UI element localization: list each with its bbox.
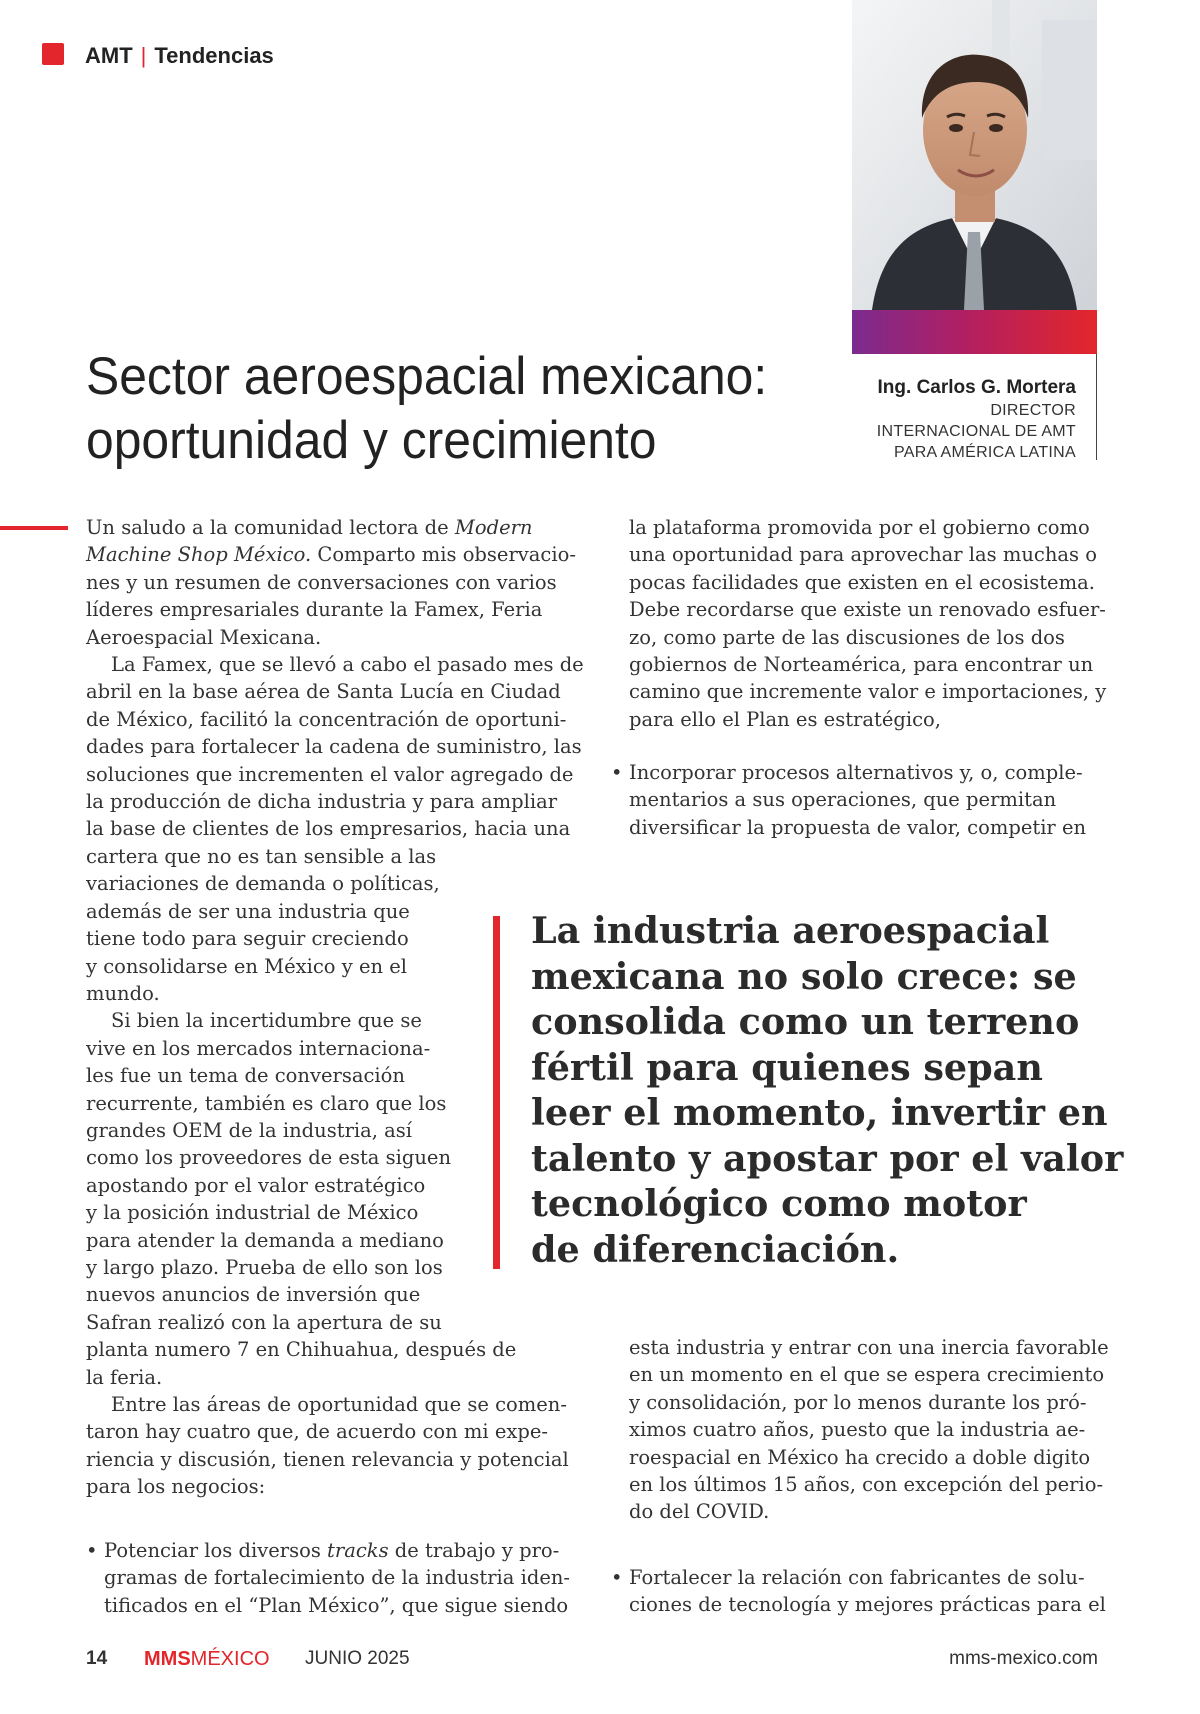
- brand-country: MÉXICO: [190, 1648, 270, 1670]
- text-line: nuevos anuncios de inversión que: [86, 1283, 421, 1307]
- text-line: variaciones de demanda o políticas,: [86, 872, 440, 896]
- text-line: soluciones que incrementen el valor agregado de: [86, 762, 574, 786]
- paragraph-plan: [629, 514, 1107, 733]
- author-portrait-illustration: [852, 0, 1097, 310]
- text-line: gramas de fortalecimiento de la industria iden-: [104, 1566, 571, 1590]
- text-line: camino que incremente valor e importaciones, y: [629, 680, 1107, 704]
- bullet-item: [611, 759, 1101, 841]
- paragraph-areas: [86, 1391, 569, 1501]
- text-line: tificados en el “Plan México”, que sigue siendo: [104, 1593, 569, 1617]
- text-line: y consolidarse en México y en el: [86, 954, 408, 978]
- text-line: taron hay cuatro que, de acuerdo con mi expe-: [86, 1420, 548, 1444]
- text-line: grandes OEM de la industria, así: [86, 1118, 413, 1142]
- text-line: La Famex, que se llevó a cabo el pasado mes de: [111, 653, 584, 677]
- text-line: zo, como parte de las discusiones de los dos: [629, 625, 1065, 649]
- bullet-item: [611, 1564, 1106, 1619]
- body-column-right-bullet-2: [611, 1564, 1106, 1619]
- magazine-brand: [144, 1648, 270, 1671]
- author-name: Ing. Carlos G. Mortera: [877, 377, 1076, 398]
- text-line: ximos cuatro años, puesto que la industria ae-: [629, 1418, 1086, 1442]
- pull-quote-line: tecnológico como motor: [531, 1182, 1027, 1225]
- body-column-right-bullet-1: [611, 759, 1101, 841]
- section-marker: [42, 43, 64, 65]
- text-line: diversificar la propuesta de valor, competir en: [629, 815, 1087, 839]
- text-line: como los proveedores de esta siguen: [86, 1146, 452, 1170]
- text-line: Machine Shop México. Comparto mis observacio-: [86, 543, 576, 567]
- subsection-name: Tendencias: [154, 43, 274, 68]
- text-line: líderes empresariales durante la Famex, Feria: [86, 598, 543, 622]
- text-line: la feria.: [86, 1365, 163, 1389]
- text-line: Entre las áreas de oportunidad que se comen-: [111, 1393, 567, 1416]
- website-url: mms-mexico.com: [949, 1648, 1098, 1669]
- text-line: una oportunidad para aprovechar las muchas o: [629, 543, 1097, 567]
- pull-quote-bar: [493, 916, 500, 1269]
- text-line: Un saludo a la comunidad lectora de Modern: [86, 516, 533, 539]
- text-line: abril en la base aérea de Santa Lucía en Ciudad: [86, 680, 561, 704]
- text-line: riencia y discusión, tienen relevancia y potencial: [86, 1447, 569, 1471]
- text-line: dades para fortalecer la cadena de suministro, las: [86, 735, 582, 759]
- author-credit: [820, 376, 1076, 463]
- author-photo: [852, 0, 1097, 310]
- text-line: de México, facilitó la concentración de oportuni-: [86, 707, 567, 731]
- pull-quote-line: La industria aeroespacial: [531, 909, 1050, 952]
- text-line: Fortalecer la relación con fabricantes de solu-: [629, 1566, 1085, 1589]
- text-line: Potenciar los diversos tracks de trabajo y pro-: [104, 1539, 560, 1562]
- brand-mms: MMS: [144, 1648, 191, 1670]
- text-line: cartera que no es tan sensible a las: [86, 844, 437, 868]
- author-role-line: DIRECTOR: [990, 402, 1076, 419]
- text-line: esta industria y entrar con una inercia favorable: [629, 1336, 1109, 1359]
- text-line: ciones de tecnología y mejores prácticas para el: [629, 1593, 1106, 1617]
- text-line: Incorporar procesos alternativos y, o, comple-: [629, 761, 1083, 784]
- text-line: recurrente, también es claro que los: [86, 1091, 447, 1115]
- text-line: do del COVID.: [629, 1500, 770, 1524]
- text-line: vive en los mercados internaciona-: [86, 1036, 431, 1060]
- title-line: Sector aeroespacial mexicano:: [86, 347, 768, 406]
- text-line: y la posición industrial de México: [86, 1201, 419, 1225]
- pull-quote-line: leer el momento, invertir en: [531, 1091, 1108, 1134]
- text-line: la plataforma promovida por el gobierno como: [629, 516, 1090, 539]
- author-role-line: INTERNACIONAL DE AMT: [876, 423, 1076, 440]
- section-label: [85, 42, 274, 70]
- bullet-item: [86, 1537, 571, 1619]
- text-line: para ello el Plan es estratégico,: [629, 707, 941, 731]
- pull-quote-line: mexicana no solo crece: se: [531, 954, 1077, 998]
- text-line: la producción de dicha industria y para ampliar: [86, 790, 558, 814]
- section-divider: |: [140, 43, 147, 68]
- text-line: Safran realizó con la apertura de su: [86, 1310, 442, 1334]
- issue-date: JUNIO 2025: [305, 1648, 410, 1669]
- text-line: gobiernos de Norteamérica, para encontrar un: [629, 653, 1094, 677]
- text-line: tiene todo para seguir creciendo: [86, 927, 409, 951]
- text-line: Debe recordarse que existe un renovado esfuer-: [629, 598, 1106, 622]
- page-number: 14: [86, 1648, 108, 1669]
- pull-quote: [531, 908, 1124, 1272]
- text-line: nes y un resumen de conversaciones con varios: [86, 570, 557, 594]
- text-line: pocas facilidades que existen en el ecosistema.: [629, 570, 1095, 594]
- author-divider: [1096, 354, 1097, 460]
- text-line: además de ser una industria que: [86, 899, 410, 923]
- article-title: [86, 345, 772, 473]
- page-footer: [86, 1648, 1098, 1674]
- title-line: oportunidad y crecimiento: [86, 411, 657, 470]
- text-line: en un momento en el que se espera crecimiento: [629, 1363, 1105, 1387]
- text-line: Si bien la incertidumbre que se: [111, 1009, 422, 1033]
- text-line: les fue un tema de conversación: [86, 1064, 405, 1088]
- text-line: para atender la demanda a mediano: [86, 1228, 444, 1252]
- text-line: Aeroespacial Mexicana.: [86, 625, 322, 649]
- text-line: mentarios a sus operaciones, que permitan: [629, 788, 1057, 812]
- text-line: y consolidación, por lo menos durante los pró-: [629, 1390, 1087, 1414]
- body-column-right-lower: [629, 1334, 1109, 1526]
- pull-quote-line: de diferenciación.: [531, 1227, 900, 1271]
- text-line: apostando por el valor estratégico: [86, 1173, 426, 1197]
- text-line: para los negocios:: [86, 1475, 266, 1499]
- pull-quote-line: talento y apostar por el valor: [531, 1136, 1124, 1180]
- text-line: mundo.: [86, 981, 160, 1005]
- text-line: en los últimos 15 años, con excepción del perio-: [629, 1473, 1104, 1497]
- paragraph-intro: [86, 514, 576, 651]
- text-line: roespacial en México ha crecido a doble digito: [629, 1445, 1091, 1469]
- section-name: AMT: [85, 43, 133, 68]
- text-line: planta numero 7 en Chihuahua, después de: [86, 1338, 517, 1362]
- body-column-right-continuation: [629, 514, 1107, 733]
- lead-accent-rule: [0, 526, 68, 530]
- pull-quote-line: fértil para quienes sepan: [531, 1045, 1043, 1089]
- pull-quote-line: consolida como un terreno: [531, 1000, 1080, 1043]
- author-role-line: PARA AMÉRICA LATINA: [893, 444, 1076, 461]
- text-line: y largo plazo. Prueba de ello son los: [86, 1255, 443, 1279]
- text-line: la base de clientes de los empresarios, hacia una: [86, 817, 571, 841]
- body-column-left-bullets: [86, 1537, 571, 1619]
- photo-gradient-band: [852, 310, 1097, 354]
- paragraph-inercia: [629, 1334, 1109, 1526]
